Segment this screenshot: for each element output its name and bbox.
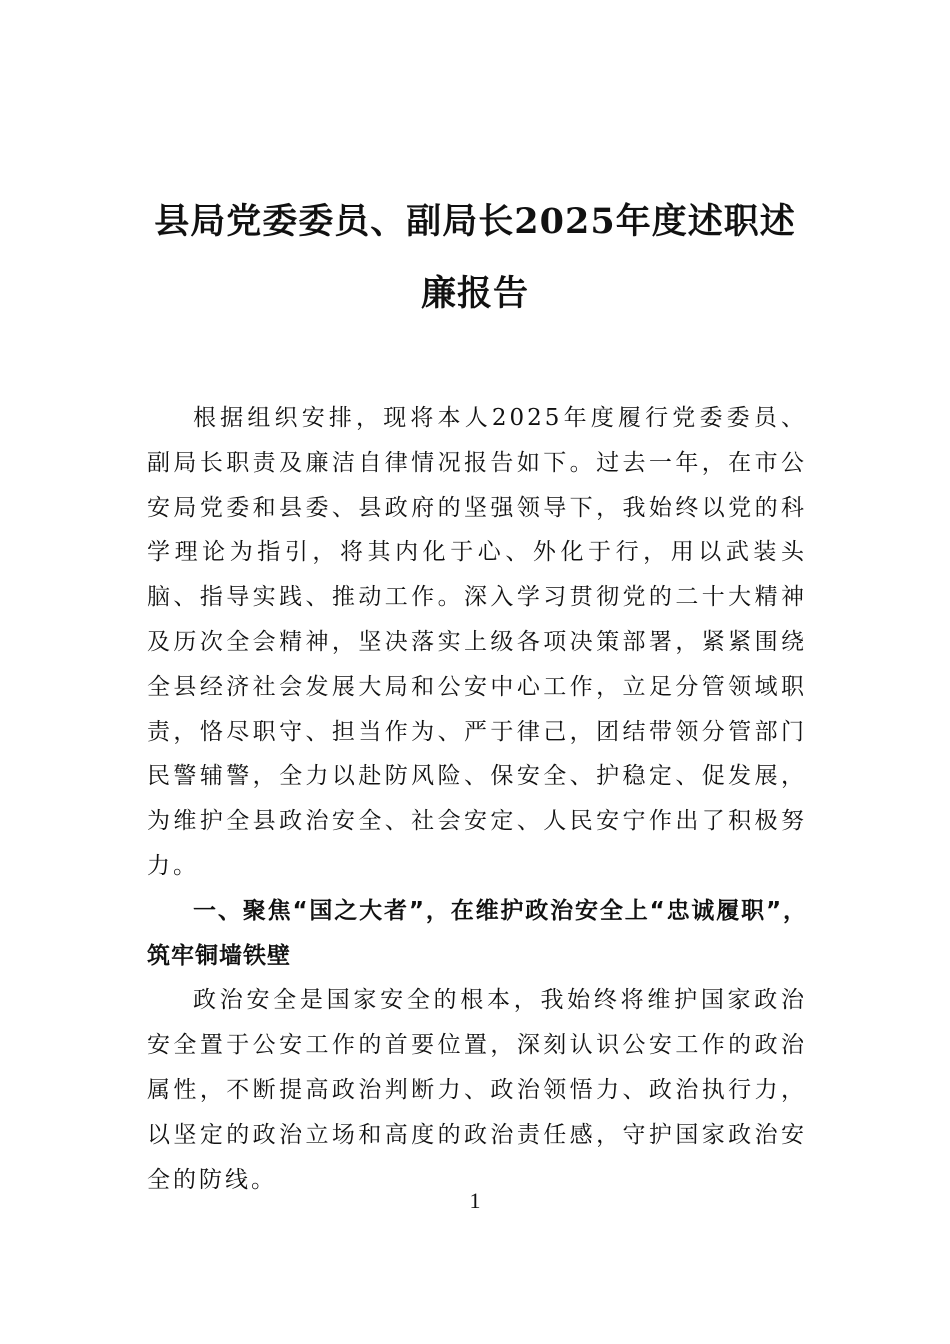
section-heading: 一、聚焦“国之大者”，在维护政治安全上“忠诚履职”，筑牢铜墙铁壁 bbox=[147, 897, 807, 969]
intro-paragraph: 根据组织安排，现将本人2025年度履行党委委员、副局长职责及廉洁自律情况报告如下。过去一年，在市公安局党委和县委、县政府的坚强领导下，我始终以党的科学理论为指引，将其内化于心、外化于行，用以武装头脑、指导实践、推动工作。深入学习贯彻党的二十大精神及历次全会精神，坚决落实上级各项决策部署，紧紧围绕全县经济社会发展大局和公安中心工作，立足分管领域职责，恪尽职守、担当作为、严于律己，团结带领分管部门民警辅警，全力以赴防风险、保安全、护稳定、促发展，为维护全县政治安全、社会安定、人民安宁作出了积极努力。 bbox=[147, 405, 807, 879]
page-number: 1 bbox=[469, 1188, 481, 1213]
section-paragraph: 政治安全是国家安全的根本，我始终将维护国家政治安全置于公安工作的首要位置，深刻认识公安工作的政治属性，不断提高政治判断力、政治领悟力、政治执行力，以坚定的政治立场和高度的政治责任感，守护国家政治安全的防线。 bbox=[147, 987, 807, 1193]
document-body bbox=[147, 396, 807, 1202]
document-title: 县局党委委员、副局长2025年度述职述廉报告 bbox=[154, 201, 796, 314]
